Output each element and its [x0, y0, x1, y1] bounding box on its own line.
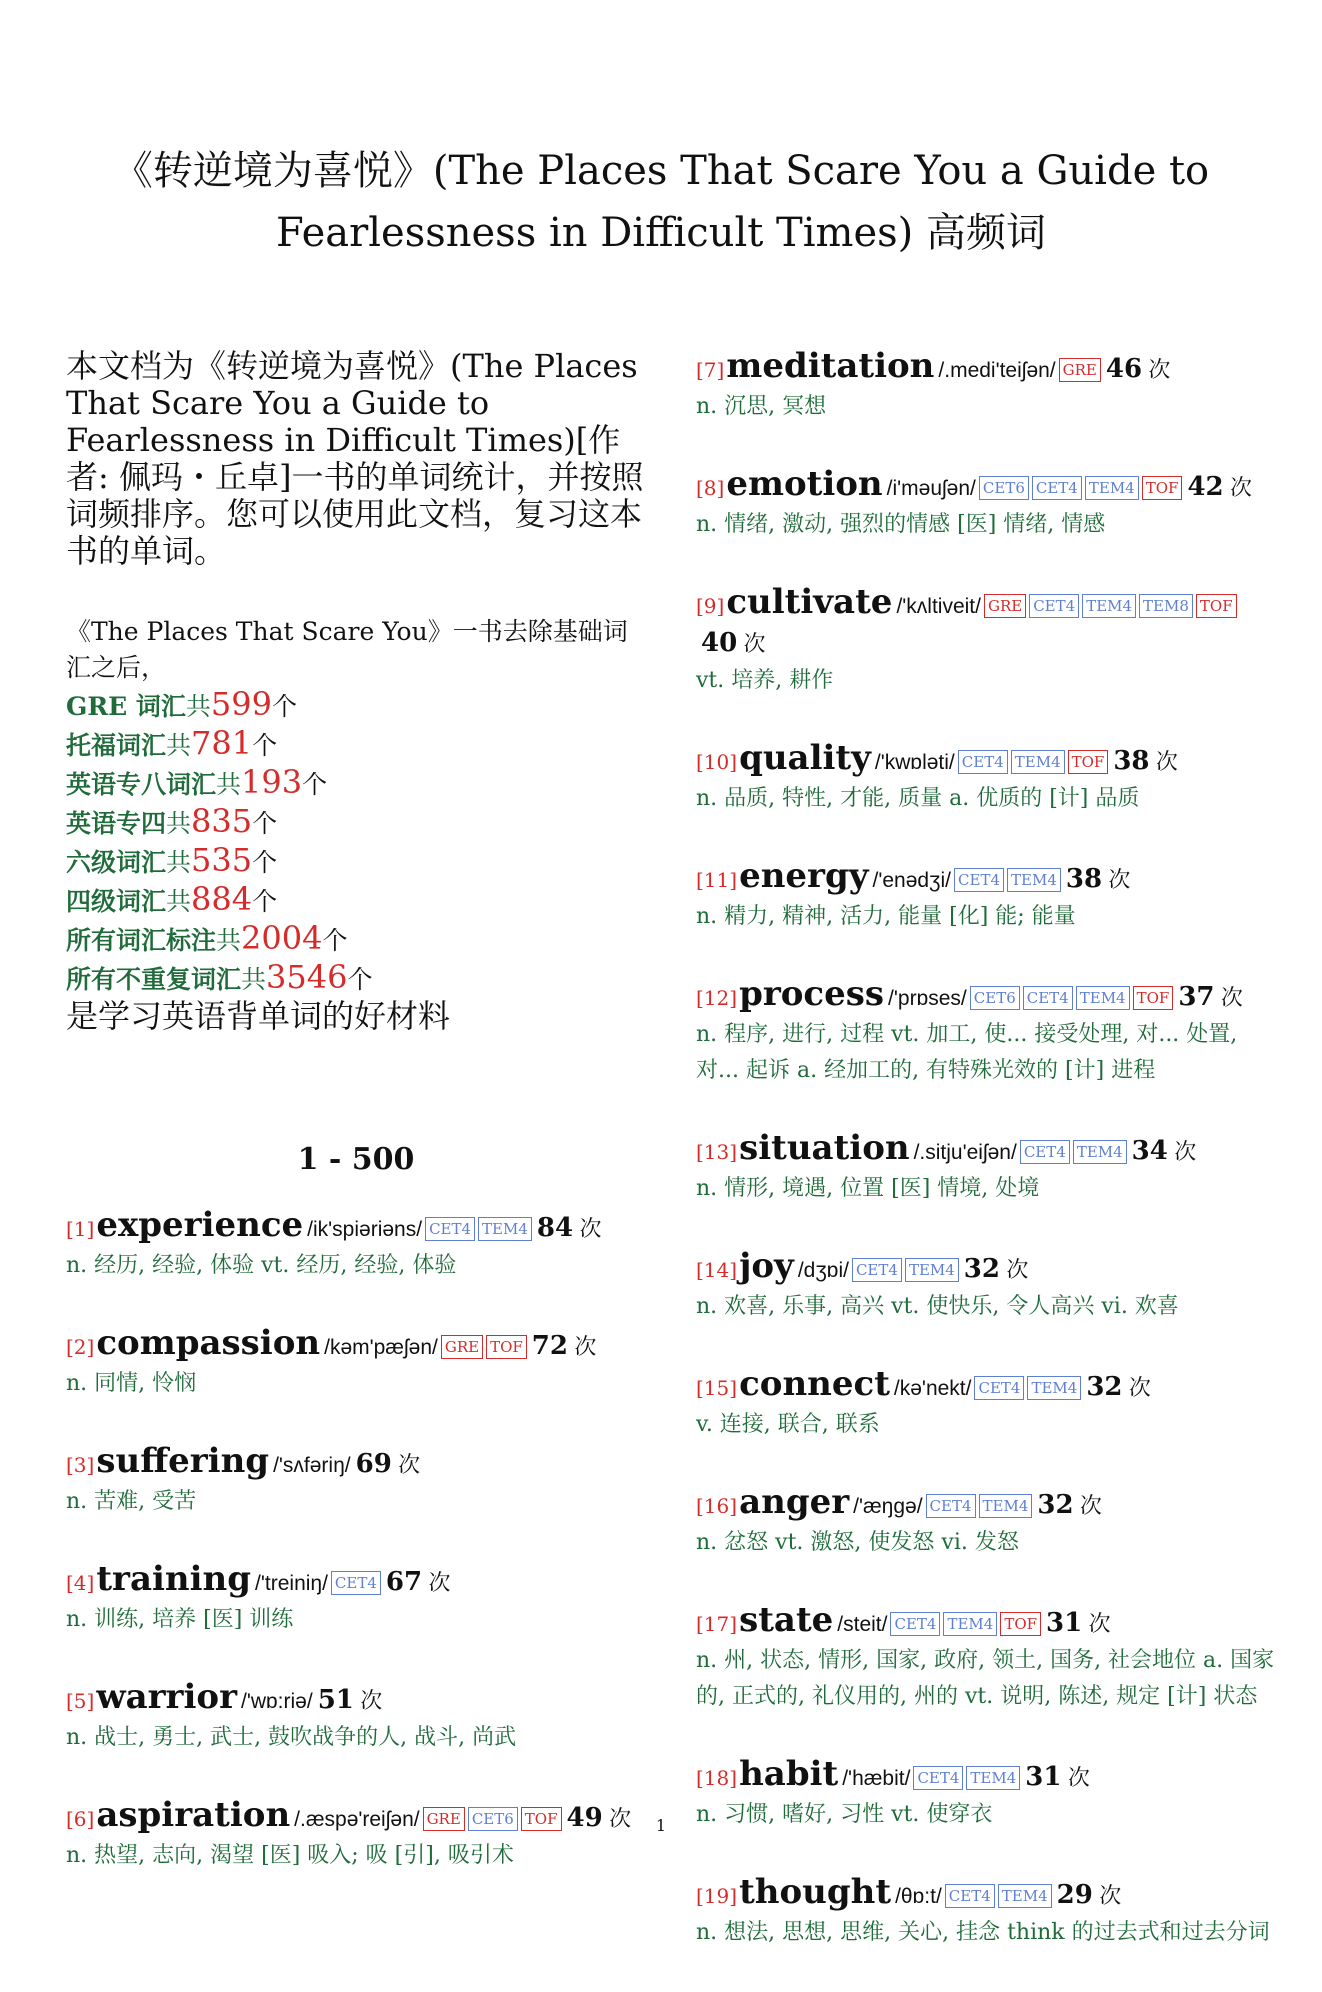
entry-index: [2] — [66, 1335, 95, 1359]
word-entry — [696, 1602, 1276, 1715]
word-entry — [66, 1443, 646, 1520]
entry-count-unit: 次 — [574, 1335, 597, 1360]
stat-label: 六级词汇 — [66, 848, 167, 877]
entry-phonetic: /'æŋgə/ — [853, 1495, 923, 1518]
title-line-1: 《转逆境为喜悦》(The Places That Scare You a Guide to — [112, 148, 1210, 194]
word-entry — [696, 1484, 1276, 1561]
stats-list — [66, 686, 646, 998]
exam-tag-badge: TEM4 — [1007, 868, 1061, 892]
left-column — [66, 348, 646, 1915]
entry-definition: vt. 培养, 耕作 — [696, 668, 834, 693]
word-entry — [696, 976, 1276, 1089]
exam-tag-badge: TOF — [1142, 476, 1183, 500]
entry-word: emotion — [726, 464, 883, 504]
entry-index: [5] — [66, 1689, 95, 1713]
entry-definition: n. 同情, 怜悯 — [66, 1371, 197, 1396]
stat-count: 781 — [191, 724, 253, 762]
entry-head — [696, 1874, 1276, 1915]
entry-word: process — [739, 974, 885, 1014]
stat-row — [66, 881, 646, 920]
exam-tag-badge: GRE — [423, 1807, 465, 1831]
entry-index: [8] — [696, 476, 725, 500]
entry-word: compassion — [96, 1323, 321, 1363]
entry-count-unit: 次 — [1067, 1766, 1090, 1791]
exam-tag-badge: TEM4 — [478, 1217, 532, 1241]
entry-word: aspiration — [96, 1795, 291, 1835]
stat-label: 英语专四 — [66, 809, 167, 838]
entry-word: thought — [739, 1872, 892, 1912]
entry-head — [66, 1561, 646, 1602]
entry-phonetic: /i'məuʃən/ — [886, 477, 976, 500]
entry-count: 49 — [566, 1803, 603, 1833]
word-entry — [696, 740, 1276, 817]
stat-label: 托福词汇 — [66, 731, 167, 760]
entry-head — [696, 740, 1276, 781]
entry-definition: n. 沉思, 冥想 — [696, 394, 827, 419]
exam-tag-badge: TEM4 — [943, 1612, 997, 1636]
entries-right — [696, 348, 1276, 1951]
word-entry — [66, 1561, 646, 1638]
stat-row — [66, 842, 646, 881]
entry-word: experience — [96, 1205, 304, 1245]
stat-count: 599 — [210, 685, 272, 723]
exam-tag-badge: CET4 — [974, 1376, 1024, 1400]
entry-count-unit: 次 — [1155, 750, 1178, 775]
exam-tag-badge: TEM4 — [979, 1494, 1033, 1518]
stat-count: 835 — [191, 802, 253, 840]
entry-index: [3] — [66, 1453, 95, 1477]
exam-tag-badge: TEM4 — [1082, 594, 1136, 618]
entry-count: 84 — [536, 1213, 574, 1243]
entry-count-unit: 次 — [1099, 1884, 1122, 1909]
entry-count: 51 — [317, 1685, 354, 1715]
word-entry — [696, 1366, 1276, 1443]
word-entry — [696, 466, 1276, 543]
stat-label: 英语专八词汇 — [66, 770, 217, 799]
word-entry — [696, 1874, 1276, 1951]
stat-unit: 个 — [322, 926, 348, 955]
entry-count-unit: 次 — [1174, 1140, 1197, 1165]
entry-word: suffering — [96, 1441, 270, 1481]
word-entry — [66, 1679, 646, 1756]
entry-index: [10] — [696, 750, 738, 774]
entry-definition: n. 品质, 特性, 才能, 质量 a. 优质的 [计] 品质 — [696, 786, 1140, 811]
exam-tag-badge: CET4 — [913, 1766, 963, 1790]
stat-suffix: 共 — [166, 887, 192, 916]
exam-tag-badge: CET4 — [1032, 476, 1082, 500]
entry-index: [6] — [66, 1807, 95, 1831]
entry-word: meditation — [726, 346, 935, 386]
exam-tag-badge: TEM8 — [1139, 594, 1193, 618]
entry-definition: n. 程序, 进行, 过程 vt. 加工, 使... 接受处理, 对... 处置, 对... 起诉 a. 经加工的, 有特殊光效的 [计] 进程 — [696, 1022, 1238, 1083]
entry-count-unit: 次 — [398, 1453, 421, 1478]
exam-tag-badge: CET4 — [331, 1571, 381, 1595]
exam-tag-badge: CET4 — [954, 868, 1004, 892]
entry-word: situation — [739, 1128, 910, 1168]
stat-unit: 个 — [271, 692, 297, 721]
stat-label: 所有不重复词汇 — [66, 965, 242, 994]
document-title — [60, 140, 1262, 264]
entry-phonetic: /'prɒses/ — [888, 987, 967, 1010]
entry-definition: n. 精力, 精神, 活力, 能量 [化] 能; 能量 — [696, 904, 1076, 929]
entry-definition: v. 连接, 联合, 联系 — [696, 1412, 880, 1437]
entry-head — [696, 466, 1276, 507]
exam-tag-badge: TOF — [486, 1335, 527, 1359]
exam-tag-badge: CET6 — [468, 1807, 518, 1831]
stat-row — [66, 686, 646, 725]
stat-suffix: 共 — [166, 809, 192, 838]
entry-index: [11] — [696, 868, 738, 892]
stat-label: 四级词汇 — [66, 887, 167, 916]
entry-count: 72 — [531, 1331, 568, 1361]
entry-phonetic: /steit/ — [837, 1613, 888, 1636]
entry-count-unit: 次 — [428, 1571, 451, 1596]
entry-count-unit: 次 — [609, 1807, 632, 1832]
stat-unit: 个 — [252, 887, 278, 916]
entry-definition: n. 情绪, 激动, 强烈的情感 [医] 情绪, 情感 — [696, 512, 1106, 537]
entry-head — [696, 858, 1276, 899]
entry-word: state — [739, 1600, 834, 1640]
exam-tag-badge: CET6 — [970, 986, 1020, 1010]
stat-count: 3546 — [266, 958, 348, 996]
word-entry — [66, 1207, 646, 1284]
entry-count: 38 — [1065, 864, 1103, 894]
entry-head — [696, 1248, 1276, 1289]
entry-index: [13] — [696, 1140, 738, 1164]
entry-definition: n. 欢喜, 乐事, 高兴 vt. 使快乐, 令人高兴 vi. 欢喜 — [696, 1294, 1179, 1319]
stats-intro: 《The Places That Scare You》一书去除基础词汇之后， — [66, 617, 628, 682]
entry-count: 37 — [1178, 982, 1215, 1012]
exam-tag-badge: CET4 — [1020, 1140, 1070, 1164]
entry-phonetic: /'sʌfəriŋ/ — [273, 1454, 351, 1477]
entry-phonetic: /dʒɒi/ — [797, 1259, 849, 1282]
entry-count: 34 — [1131, 1136, 1168, 1166]
stat-label: GRE 词汇 — [66, 692, 186, 721]
entry-head — [696, 1484, 1276, 1525]
exam-tag-badge: TOF — [1000, 1612, 1041, 1636]
entry-definition: n. 情形, 境遇, 位置 [医] 情境, 处境 — [696, 1176, 1040, 1201]
entry-index: [16] — [696, 1494, 738, 1518]
word-entry — [66, 1325, 646, 1402]
page-number: 1 — [655, 1816, 667, 1835]
exam-tag-badge: GRE — [1059, 358, 1101, 382]
entry-count-unit: 次 — [579, 1217, 602, 1242]
entry-count: 38 — [1113, 746, 1150, 776]
entry-index: [18] — [696, 1766, 738, 1790]
exam-tag-badge: TEM4 — [1011, 750, 1065, 774]
stat-suffix: 共 — [216, 770, 242, 799]
stat-unit: 个 — [302, 770, 328, 799]
entry-phonetic: /'treiniŋ/ — [255, 1572, 328, 1595]
entry-index: [1] — [66, 1217, 95, 1241]
entry-count-unit: 次 — [1108, 868, 1131, 893]
entry-word: habit — [739, 1754, 839, 1794]
entry-head — [696, 976, 1276, 1017]
exam-tag-badge: GRE — [984, 594, 1026, 618]
entry-phonetic: /'kʌltiveit/ — [896, 595, 981, 618]
entry-count: 32 — [1037, 1490, 1074, 1520]
exam-tag-badge: GRE — [441, 1335, 483, 1359]
entry-count-unit: 次 — [360, 1689, 383, 1714]
entry-head — [696, 584, 1276, 663]
entry-definition: n. 训练, 培养 [医] 训练 — [66, 1607, 294, 1632]
entry-count: 46 — [1105, 354, 1143, 384]
entry-count: 31 — [1025, 1762, 1062, 1792]
stat-suffix: 共 — [166, 731, 192, 760]
entry-count: 32 — [963, 1254, 1000, 1284]
entry-head — [696, 348, 1276, 389]
word-entry — [696, 858, 1276, 935]
stat-suffix: 共 — [166, 848, 192, 877]
entry-phonetic: /'wɒ:riə/ — [240, 1690, 313, 1713]
exam-tag-badge: TEM4 — [905, 1258, 959, 1282]
exam-tag-badge: TEM4 — [1076, 986, 1130, 1010]
entry-count-unit: 次 — [743, 632, 766, 657]
stat-suffix: 共 — [241, 965, 267, 994]
entry-phonetic: /ik'spiəriəns/ — [307, 1218, 423, 1241]
stat-row — [66, 803, 646, 842]
title-line-2: Fearlessness in Difficult Times) 高频词 — [276, 210, 1046, 256]
entry-index: [4] — [66, 1571, 95, 1595]
word-entry — [696, 348, 1276, 425]
entry-phonetic: /.sitju'eiʃən/ — [913, 1141, 1017, 1164]
stat-row — [66, 920, 646, 959]
entry-definition: n. 经历, 经验, 体验 vt. 经历, 经验, 体验 — [66, 1253, 457, 1278]
stat-count: 193 — [241, 763, 303, 801]
entry-word: training — [96, 1559, 252, 1599]
entry-count: 29 — [1056, 1880, 1093, 1910]
entry-head — [696, 1756, 1276, 1797]
entry-count-unit: 次 — [1006, 1258, 1029, 1283]
entry-head — [696, 1366, 1276, 1407]
exam-tag-badge: TOF — [1133, 986, 1174, 1010]
entry-count: 40 — [701, 628, 738, 658]
stat-row — [66, 959, 646, 998]
stat-unit: 个 — [252, 848, 278, 877]
word-entry — [696, 1130, 1276, 1207]
entry-phonetic: /'kwɒləti/ — [874, 751, 955, 774]
entry-index: [12] — [696, 986, 738, 1010]
entry-word: warrior — [96, 1677, 237, 1717]
entry-head — [66, 1325, 646, 1366]
entry-definition: n. 忿怒 vt. 激怒, 使发怒 vi. 发怒 — [696, 1530, 1019, 1555]
word-entry — [696, 1248, 1276, 1325]
entry-index: [17] — [696, 1612, 738, 1636]
exam-tag-badge: TEM4 — [998, 1884, 1052, 1908]
entry-count: 32 — [1086, 1372, 1123, 1402]
entry-head — [696, 1602, 1276, 1643]
entry-word: energy — [739, 856, 869, 896]
exam-tag-badge: CET4 — [890, 1612, 940, 1636]
entry-count-unit: 次 — [1079, 1494, 1102, 1519]
entry-phonetic: /kə'nekt/ — [893, 1377, 972, 1400]
exam-tag-badge: CET4 — [926, 1494, 976, 1518]
entry-definition: n. 苦难, 受苦 — [66, 1489, 197, 1514]
entries-left — [66, 1207, 646, 1874]
entry-index: [19] — [696, 1884, 738, 1908]
stat-count: 535 — [191, 841, 253, 879]
exam-tag-badge: CET4 — [958, 750, 1008, 774]
entry-head — [66, 1207, 646, 1248]
stats-closing: 是学习英语背单词的好材料 — [66, 997, 451, 1035]
entry-word: quality — [739, 738, 871, 778]
section-title: 1 - 500 — [297, 1142, 415, 1177]
exam-tag-badge: TOF — [1196, 594, 1237, 618]
entry-head — [696, 1130, 1276, 1171]
word-entry — [696, 584, 1276, 699]
stat-row — [66, 725, 646, 764]
entry-count: 67 — [385, 1567, 423, 1597]
exam-tag-badge: TEM4 — [1073, 1140, 1127, 1164]
entry-word: joy — [739, 1246, 794, 1286]
entry-count-unit: 次 — [1229, 476, 1252, 501]
entry-definition: n. 州, 状态, 情形, 国家, 政府, 领土, 国务, 社会地位 a. 国家的, 正式的, 礼仪用的, 州的 vt. 说明, 陈述, 规定 [计] 状态 — [696, 1648, 1275, 1709]
entry-phonetic: /kəm'pæʃən/ — [324, 1336, 438, 1359]
exam-tag-badge: TEM4 — [1085, 476, 1139, 500]
entry-index: [15] — [696, 1376, 738, 1400]
exam-tag-badge: CET6 — [979, 476, 1029, 500]
exam-tag-badge: CET4 — [425, 1217, 475, 1241]
entry-word: cultivate — [726, 582, 893, 622]
entry-definition: n. 想法, 思想, 思维, 关心, 挂念 think 的过去式和过去分词 — [696, 1920, 1270, 1945]
word-entry — [66, 1797, 646, 1874]
entry-count-unit: 次 — [1088, 1612, 1111, 1637]
exam-tag-badge: TEM4 — [966, 1766, 1020, 1790]
exam-tag-badge: CET4 — [852, 1258, 902, 1282]
stat-label: 所有词汇标注 — [66, 926, 217, 955]
entry-index: [9] — [696, 594, 725, 618]
entry-index: [7] — [696, 358, 725, 382]
entry-definition: n. 战士, 勇士, 武士, 鼓吹战争的人, 战斗, 尚武 — [66, 1725, 517, 1750]
entry-definition: n. 热望, 志向, 渴望 [医] 吸入; 吸 [引], 吸引术 — [66, 1843, 514, 1868]
stat-count: 884 — [191, 880, 253, 918]
entry-count: 31 — [1046, 1608, 1083, 1638]
intro-paragraph: 本文档为《转逆境为喜悦》(The Places That Scare You a Guide to Fearlessness in Difficult Times)[作者: 佩玛・丘卓]一书的单词统计，并按照词频排序。您可以使用此文档，复习这本书的单词。 — [66, 347, 644, 570]
entry-head — [66, 1443, 646, 1484]
stat-row — [66, 764, 646, 803]
entry-count-unit: 次 — [1148, 358, 1171, 383]
entry-phonetic: /'hæbit/ — [842, 1767, 911, 1790]
entry-index: [14] — [696, 1258, 738, 1282]
entry-phonetic: /'enədʒi/ — [872, 869, 952, 892]
right-column — [696, 348, 1276, 1992]
entry-count: 42 — [1187, 472, 1224, 502]
entry-phonetic: /.medi'teiʃən/ — [938, 359, 1056, 382]
entry-head — [66, 1679, 646, 1720]
stat-unit: 个 — [252, 731, 278, 760]
entry-phonetic: /.æspə'reiʃən/ — [294, 1808, 420, 1831]
entry-phonetic: /θɒ:t/ — [895, 1885, 942, 1908]
exam-tag-badge: TOF — [521, 1807, 562, 1831]
stat-unit: 个 — [252, 809, 278, 838]
stat-suffix: 共 — [185, 692, 211, 721]
exam-tag-badge: CET4 — [1023, 986, 1073, 1010]
entry-count-unit: 次 — [1220, 986, 1243, 1011]
exam-tag-badge: TOF — [1068, 750, 1109, 774]
entry-count-unit: 次 — [1128, 1376, 1151, 1401]
exam-tag-badge: CET4 — [945, 1884, 995, 1908]
stat-count: 2004 — [241, 919, 323, 957]
stat-suffix: 共 — [216, 926, 242, 955]
entry-count: 69 — [355, 1449, 392, 1479]
exam-tag-badge: TEM4 — [1027, 1376, 1081, 1400]
stat-unit: 个 — [347, 965, 373, 994]
entry-word: connect — [739, 1364, 890, 1404]
entry-definition: n. 习惯, 嗜好, 习性 vt. 使穿衣 — [696, 1802, 993, 1827]
exam-tag-badge: CET4 — [1029, 594, 1079, 618]
entry-word: anger — [739, 1482, 850, 1522]
